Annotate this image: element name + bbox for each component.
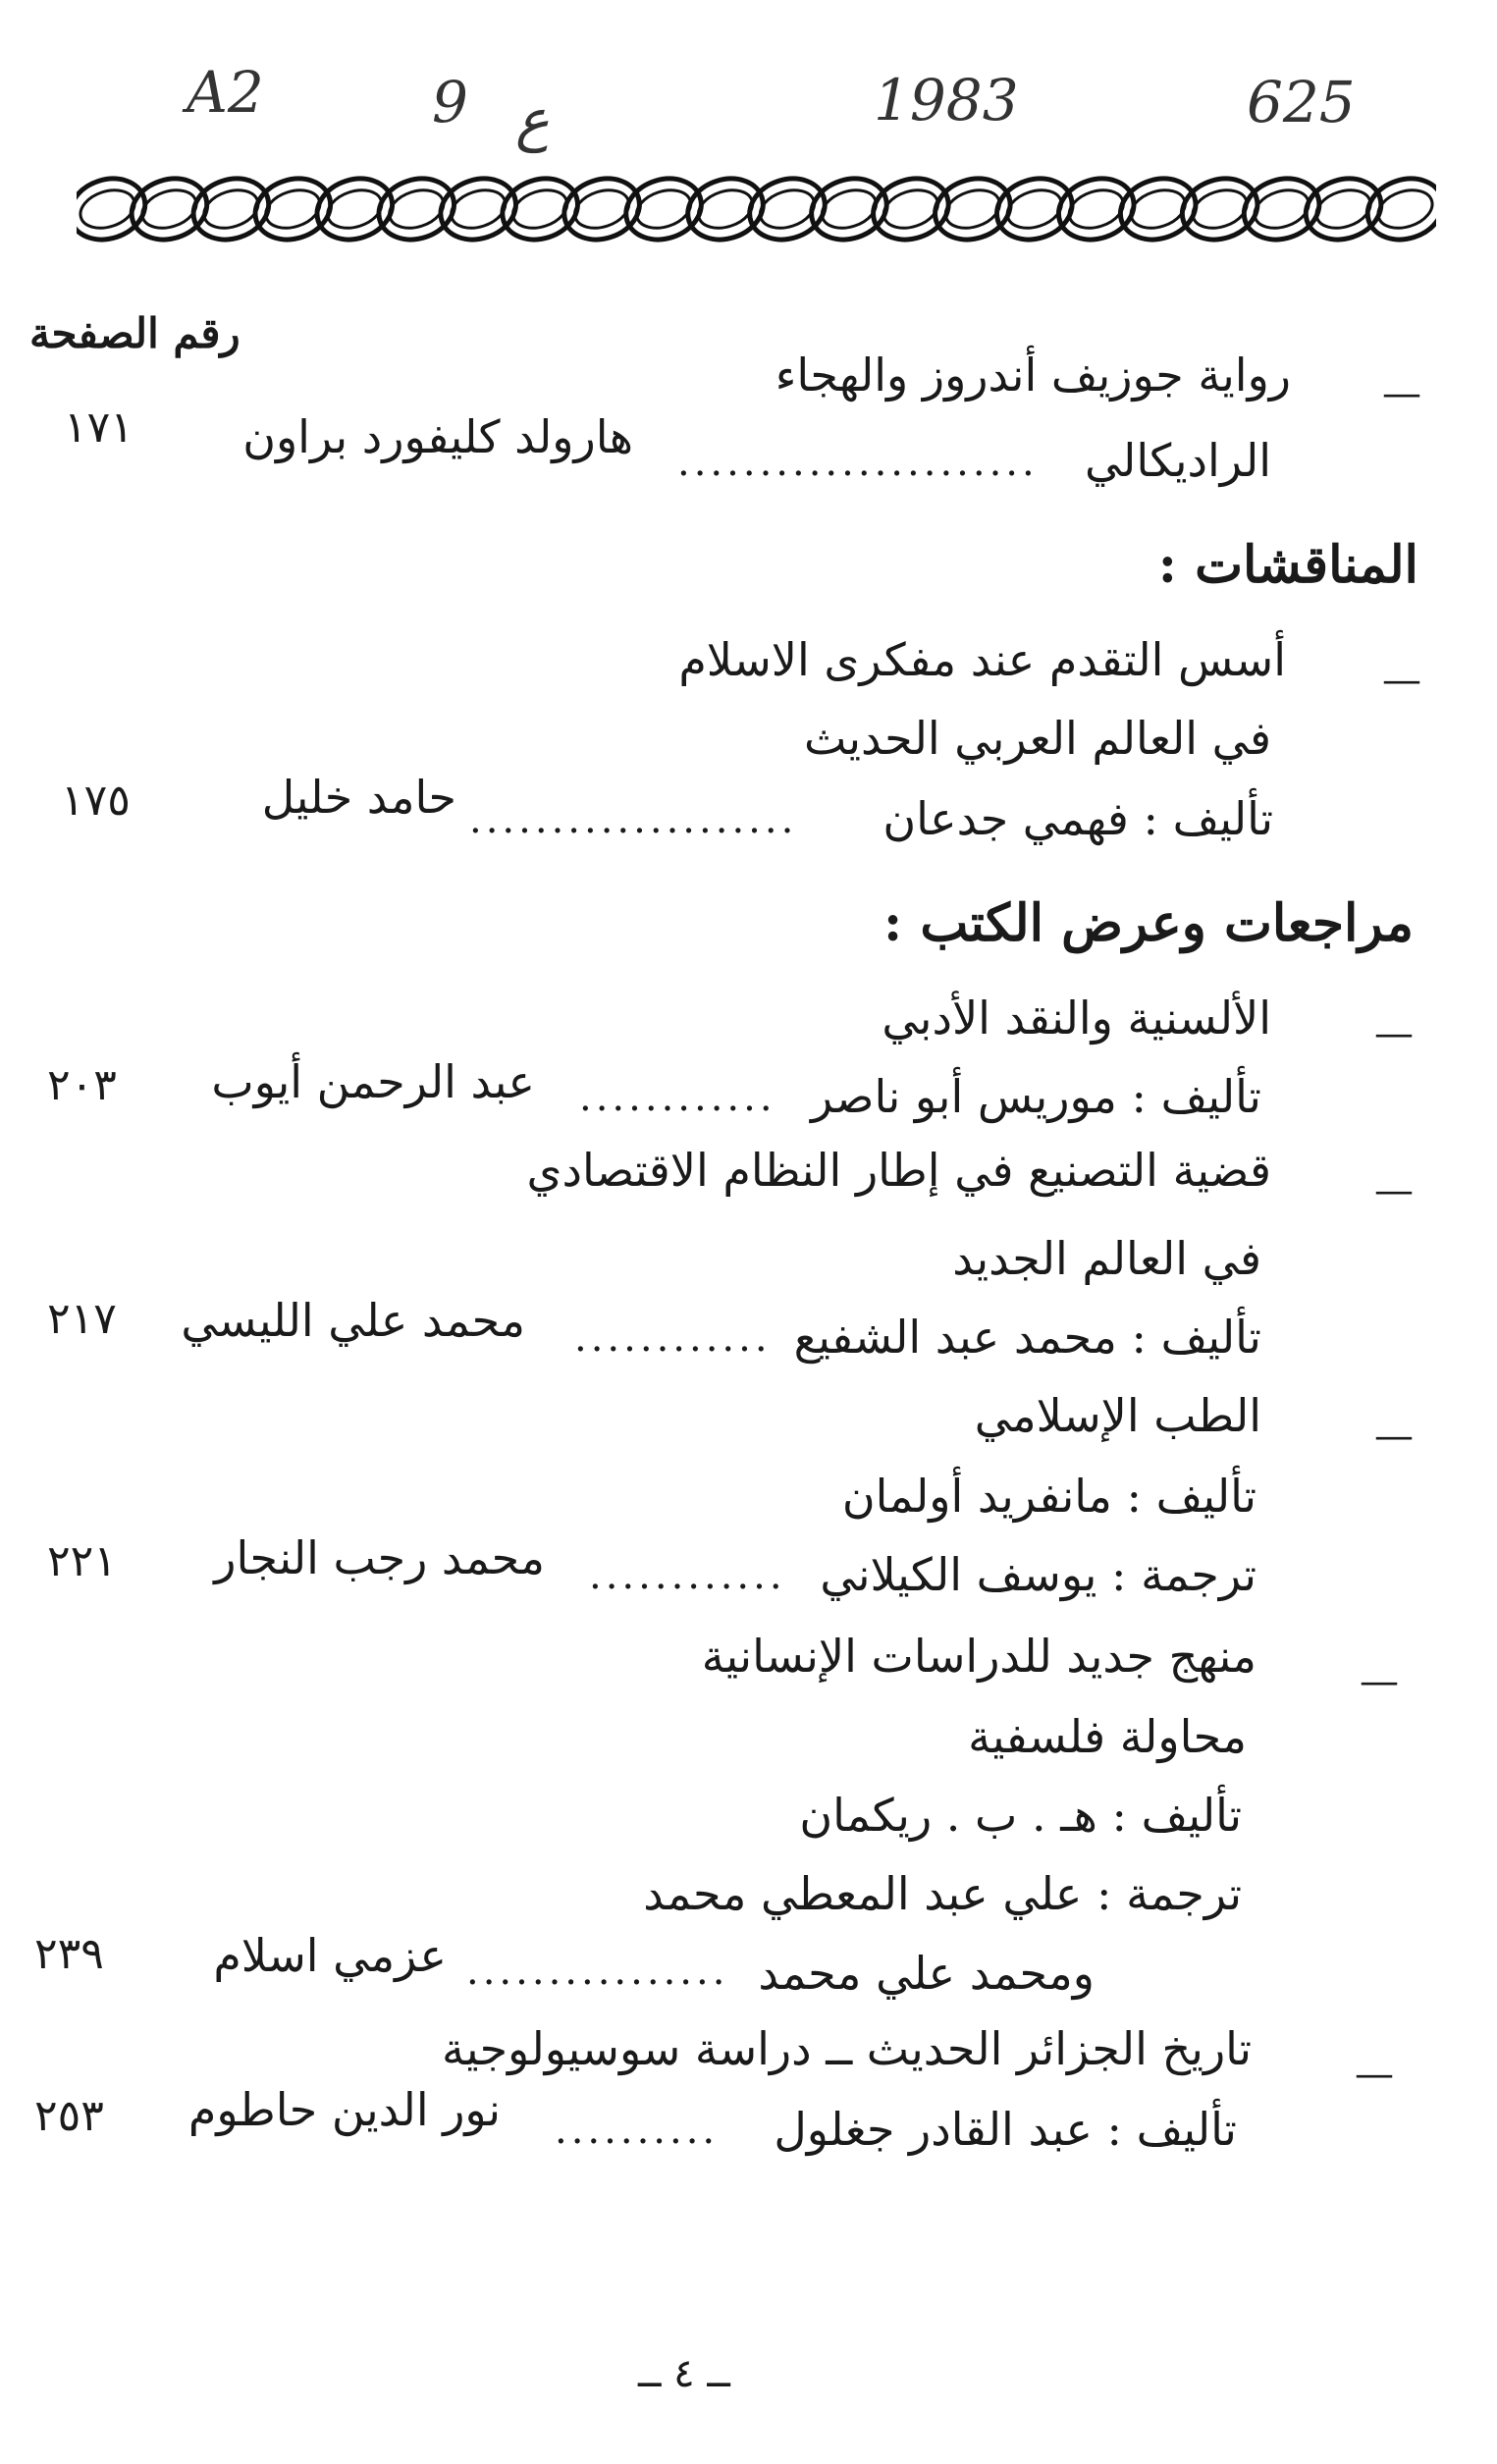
- handwritten-note: A2: [187, 59, 264, 126]
- entry-title: منهج جديد للدراسات الإنسانية: [701, 1630, 1256, 1683]
- dot-leader: ..........: [555, 2108, 720, 2153]
- entry-page-number: ٢٥٣: [34, 2091, 104, 2141]
- section-heading: المناقشات :: [1157, 535, 1418, 595]
- entry-author: نور الدين حاطوم: [187, 2083, 501, 2136]
- entry-page-number: ١٧١: [64, 402, 134, 453]
- section-heading: مراجعات وعرض الكتب :: [883, 893, 1414, 953]
- entry-dash: —: [1382, 371, 1421, 416]
- entry-dash: —: [1374, 1168, 1414, 1213]
- handwritten-note: 1983: [874, 67, 1019, 134]
- page-number: ــ ٤ ــ: [638, 2351, 730, 2396]
- handwritten-note: ع: [515, 86, 550, 153]
- entry-credit: تأليف : هـ . ب . ريكمان: [799, 1789, 1242, 1842]
- dot-leader: ............: [574, 1315, 772, 1361]
- entry-author: عزمي اسلام: [213, 1929, 447, 1982]
- entry-page-number: ٢٠٣: [47, 1060, 117, 1110]
- entry-credit: تأليف : مانفريد أولمان: [841, 1470, 1256, 1523]
- entry-title: في العالم العربي الحديث: [804, 712, 1271, 765]
- entry-author: محمد علي الليسي: [181, 1294, 525, 1347]
- entry-title: في العالم الجديد: [952, 1232, 1261, 1285]
- entry-credit: تأليف : عبد القادر جغلول: [774, 2103, 1237, 2156]
- entry-dash: —: [1374, 1414, 1414, 1459]
- page-number-column-header: رقم الصفحة: [29, 309, 241, 357]
- entry-title: قضية التصنيع في إطار النظام الاقتصادي: [526, 1144, 1271, 1197]
- entry-author: محمد رجب النجار: [214, 1531, 545, 1584]
- entry-title: الألسنية والنقد الأدبي: [882, 991, 1271, 1045]
- dot-leader: ............: [579, 1075, 776, 1120]
- handwritten-note: 9: [432, 69, 468, 135]
- entry-credit: تأليف : موريس أبو ناصر: [811, 1070, 1261, 1123]
- chain-border-decoration: [77, 155, 1436, 263]
- entry-credit: ترجمة : علي عبد المعطي محمد: [643, 1867, 1242, 1920]
- entry-credit: ترجمة : يوسف الكيلاني: [820, 1548, 1256, 1601]
- entry-title: محاولة فلسفية: [968, 1710, 1247, 1763]
- dot-leader: ................: [466, 1949, 729, 1994]
- entry-credit: تأليف : فهمي جدعان: [882, 792, 1273, 845]
- dot-leader: ......................: [677, 440, 1039, 485]
- entry-page-number: ٢١٧: [47, 1294, 117, 1344]
- dot-leader: ............: [589, 1553, 786, 1598]
- entry-author: عبد الرحمن أيوب: [211, 1055, 535, 1108]
- dot-leader: ....................: [469, 797, 798, 842]
- entry-title: الراديكالي: [1084, 434, 1271, 487]
- entry-title: أسس التقدم عند مفكرى الاسلام: [678, 633, 1286, 686]
- entry-dash: —: [1374, 1011, 1414, 1056]
- entry-title: تاريخ الجزائر الحديث ــ دراسة سوسيولوجية: [442, 2022, 1252, 2075]
- entry-page-number: ١٧٥: [61, 776, 131, 826]
- entry-dash: —: [1355, 2052, 1394, 2097]
- entry-credit: ومحمد علي محمد: [758, 1947, 1095, 2000]
- entry-credit: تأليف : محمد عبد الشفيع: [793, 1311, 1261, 1364]
- entry-page-number: ٢٣٩: [34, 1929, 104, 1979]
- entry-author: حامد خليل: [261, 771, 456, 824]
- entry-page-number: ٢٢١: [47, 1536, 117, 1586]
- entry-title: رواية جوزيف أندروز والهجاء: [775, 348, 1291, 402]
- entry-author: هارولد كليفورد براون: [242, 410, 633, 463]
- entry-title: الطب الإسلامي: [974, 1389, 1261, 1442]
- handwritten-note: 625: [1247, 69, 1356, 135]
- entry-dash: —: [1382, 658, 1421, 703]
- entry-dash: —: [1360, 1659, 1399, 1704]
